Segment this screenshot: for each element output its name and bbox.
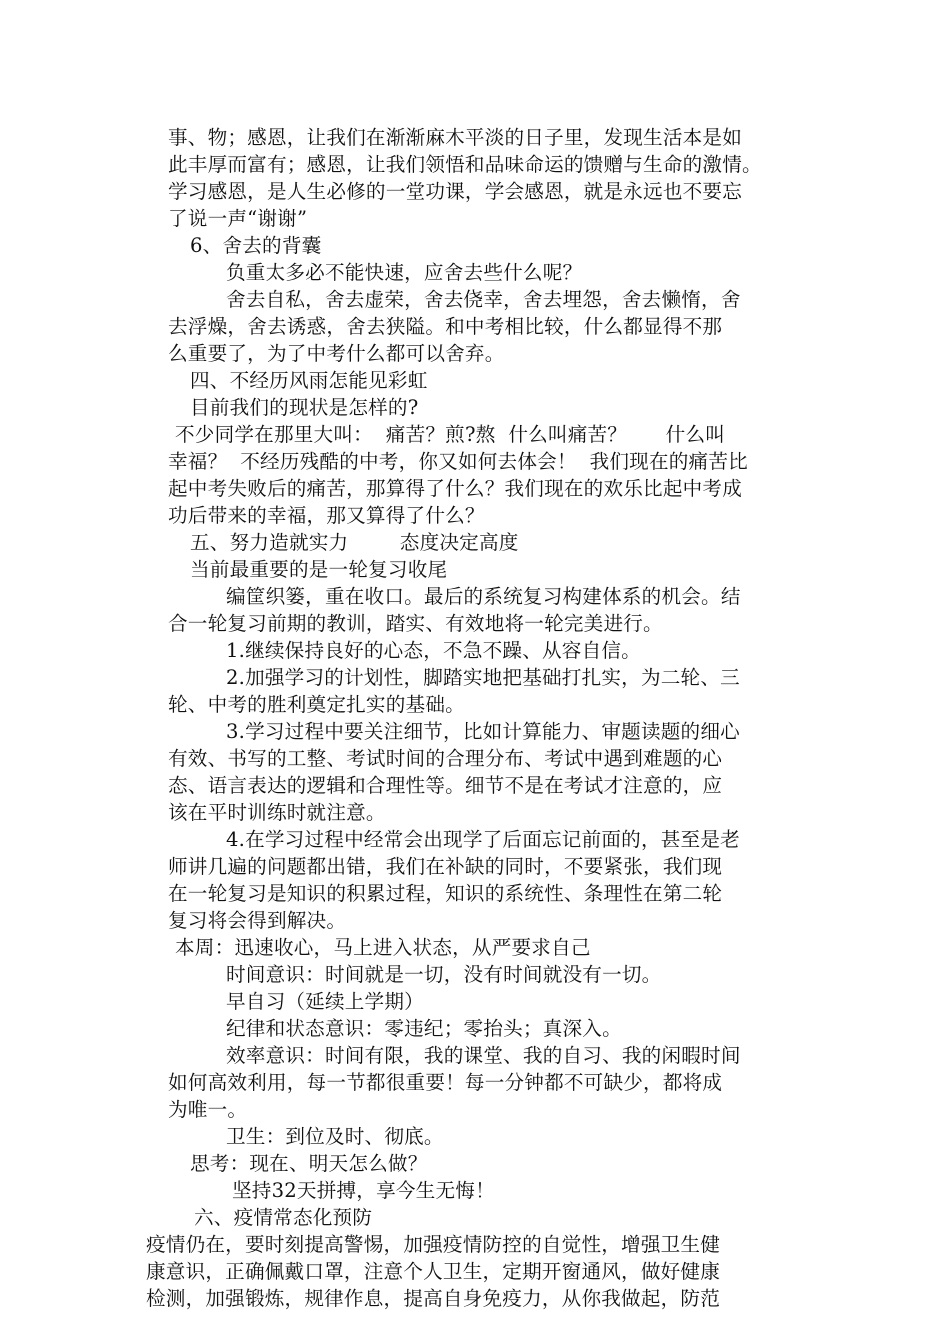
text-line: 合一轮复习前期的教训，踏实、有效地将一轮完美进行。 [168,612,663,635]
section-heading: 六、疫情常态化预防 [194,1206,373,1229]
text-line: 轮、中考的胜利奠定扎实的基础。 [168,693,465,716]
text-line: 去浮燥，舍去诱惑，舍去狭隘。和中考相比较，什么都显得不那 [168,315,723,338]
section-heading: 6、舍去的背囊 [190,234,322,257]
text-line: 事、物；感恩，让我们在渐渐麻木平淡的日子里，发现生活本是如 [168,126,743,149]
text-line: 复习将会得到解决。 [168,909,347,932]
text-line: 态、语言表达的逻辑和合理性等。细节不是在考试才注意的，应 [168,774,723,797]
text-line: 学习感恩，是人生必修的一堂功课，学会感恩，就是永远也不要忘 [168,180,743,203]
text-line: 此丰厚而富有；感恩，让我们领悟和品味命运的馈赠与生命的激情。 [168,153,762,176]
text-line: 思考：现在、明天怎么做？ [190,1152,428,1175]
text-line: 不少同学在那里大叫： 痛苦？煎?熬 什么叫痛苦？ 什么叫 [175,423,726,446]
text-line: 疫情仍在，要时刻提高警惕，加强疫情防控的自觉性，增强卫生健 [146,1233,721,1256]
section-heading: 四、不经历风雨怎能见彩虹 [190,369,428,392]
text-line: 坚持32天拼搏，享今生无悔！ [232,1179,495,1202]
text-line: 负重太多必不能快速，应舍去些什么呢？ [226,261,583,284]
section-heading: 五、努力造就实力 态度决定高度 [190,531,519,554]
text-line: 幸福？ 不经历残酷的中考，你又如何去体会！ 我们现在的痛苦比 [168,450,748,473]
text-line: 卫生：到位及时、彻底。 [226,1125,444,1148]
text-line: 在一轮复习是知识的积累过程，知识的系统性、条理性在第二轮 [168,882,723,905]
text-line: 师讲几遍的问题都出错，我们在补缺的同时，不要紧张，我们现 [168,855,723,878]
text-line: 3.学习过程中要关注细节，比如计算能力、审题读题的细心 [226,720,740,743]
text-line: 舍去自私，舍去虚荣，舍去侥幸，舍去埋怨，舍去懒惰，舍 [226,288,741,311]
text-line: 么重要了，为了中考什么都可以舍弃。 [168,342,505,365]
text-line: 起中考失败后的痛苦，那算得了什么？我们现在的欢乐比起中考成 [168,477,743,500]
text-line: 为唯一。 [168,1098,248,1121]
text-line: 康意识，正确佩戴口罩，注意个人卫生，定期开窗通风，做好健康 [146,1260,721,1283]
text-line: 纪律和状态意识：零违纪；零抬头；真深入。 [226,1017,622,1040]
text-line: 1.继续保持良好的心态，不急不躁、从容自信。 [226,639,641,662]
text-line: 时间意识：时间就是一切，没有时间就没有一切。 [226,963,662,986]
text-line: 该在平时训练时就注意。 [168,801,386,824]
text-line: 本周：迅速收心，马上进入状态，从严要求自己 [175,936,591,959]
text-line: 编筐织篓，重在收口。最后的系统复习构建体系的机会。结 [226,585,741,608]
text-line: 目前我们的现状是怎样的? [190,396,419,419]
text-line: 2.加强学习的计划性，脚踏实地把基础打扎实，为二轮、三 [226,666,740,689]
text-line: 效率意识：时间有限，我的课堂、我的自习、我的闲暇时间 [226,1044,741,1067]
text-line: 了说一声“谢谢” [168,207,308,230]
text-line: 如何高效利用，每一节都很重要！每一分钟都不可缺少，都将成 [168,1071,723,1094]
text-line: 早自习（延续上学期） [226,990,424,1013]
text-line: 有效、书写的工整、考试时间的合理分布、考试中遇到难题的心 [168,747,723,770]
text-line: 功后带来的幸福，那又算得了什么？ [168,504,485,527]
text-line: 检测，加强锻炼，规律作息，提高自身免疫力，从你我做起，防范 [146,1287,721,1310]
text-line: 当前最重要的是一轮复习收尾 [190,558,448,581]
text-line: 4.在学习过程中经常会出现学了后面忘记前面的，甚至是老 [226,828,740,851]
